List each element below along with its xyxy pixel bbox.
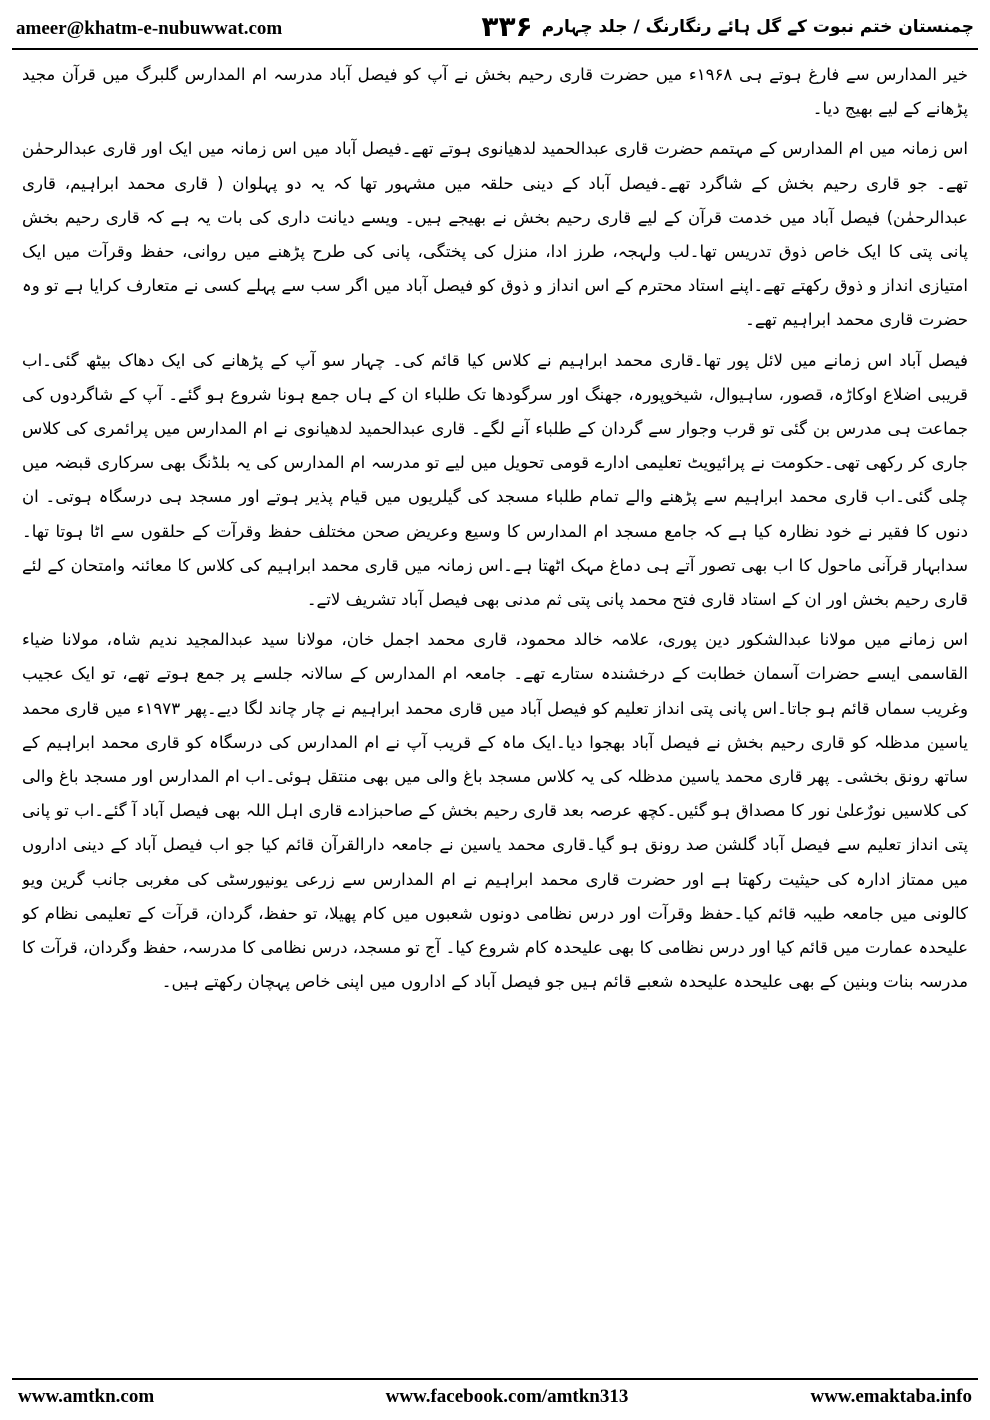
page-header (12, 8, 978, 46)
page-body (22, 58, 968, 1358)
paragraph-1: خیر المدارس سے فارغ ہوتے ہی ۱۹۶۸ء میں حضرت قاری رحیم بخش نے آپ کو فیصل آباد مدرسہ ام المدارس گلبرگ میں قرآن مجید پڑھانے کے لیے بھیج دیا۔ (22, 65, 968, 119)
footer-divider (12, 1378, 978, 1380)
book-title: چمنستان ختم نبوت کے گل ہائے رنگارنگ / جلد چہارم (541, 17, 974, 37)
footer-link-emaktaba[interactable]: www.emaktaba.info (810, 1386, 972, 1407)
paragraph-4: اس زمانے میں مولانا عبدالشکور دین پوری، علامہ خالد محمود، قاری محمد اجمل خان، مولانا سید عبدالمجید ندیم شاہ، مولانا ضیاء القاسمی ایسے حضرات آسمان خطابت کے درخشندہ ستارے تھے۔ جامعہ ام المدارس کے سالانہ جلسے پر جمع ہوتے تھے، تو ایک عجیب وغریب سماں قائم ہو جاتا۔اس پانی پتی انداز تعلیم کو فیصل آباد میں قاری محمد ابراہیم نے چار چاند لگا دیے۔پھر ۱۹۷۳ء میں قاری محمد یاسین مدظلہ کو قاری رحیم بخش نے فیصل آباد بھجوا دیا۔ایک ماہ کے قریب آپ نے ام المدارس کی درسگاہ کو قاری محمد ابراہیم کے ساتھ رونق بخشی۔ پھر قاری محمد یاسین مدظلہ کی یہ کلاس مسجد باغ والی میں بھی منتقل ہوئی۔اب ام المدارس اور مسجد باغ والی کی کلاسیں نورٌعلیٰ نور کا مصداق ہو گئیں۔کچھ عرصہ بعد قاری رحیم بخش کے صاحبزادے قاری اہل اللہ بھی فیصل آباد آ گئے۔اب تو پانی پتی انداز تعلیم سے فیصل آباد گلشن صد رونق ہو گیا۔قاری محمد یاسین نے جامعہ دارالقرآن قائم کیا جو اب فیصل آباد کے دینی اداروں میں ممتاز ادارہ کی حیثیت رکھتا ہے اور حضرت قاری محمد ابراہیم نے ام المدارس سے زرعی یونیورسٹی کی مغربی جانب گرین ویو کالونی میں جامعہ طیبہ قائم کیا۔حفظ وقرآت اور درس نظامی دونوں شعبوں میں کام پھیلا، تو حفظ، گردان، قرآت کے تعلیمی نظام کو علیحدہ عمارت میں قائم کیا اور درس نظامی کا بھی علیحدہ کام شروع کیا۔ آج تو مسجد، درس نظامی کا مدرسہ، حفظ وگردان، قرآت کا مدرسہ بنات وبنین کے بھی علیحدہ علیحدہ شعبے قائم ہیں جو فیصل آباد کے اداروں میں اپنی خاص پہچان رکھتے ہیں۔ (22, 630, 968, 992)
page-footer (12, 1386, 978, 1412)
page-number: ۳۳۶ (481, 10, 533, 43)
paragraph-3: فیصل آباد اس زمانے میں لائل پور تھا۔قاری محمد ابراہیم نے کلاس کیا قائم کی۔ چہار سو آپ کے پڑھانے کی ایک دھاک بیٹھ گئی۔اب قریبی اضلاع اوکاڑہ، قصور، ساہیوال، شیخوپورہ، جھنگ اور سرگودھا تک طلباء ان کے ہاں جمع ہونا شروع ہو گئے۔ آپ کے شاگردوں کی جماعت ہی مدرس بن گئی تو قرب وجوار سے گردان کے طلباء آنے لگے۔ قاری عبدالحمید لدھیانوی نے ام المدارس میں پرائمری کی کلاس جاری کر رکھی تھی۔حکومت نے پرائیویٹ تعلیمی ادارے قومی تحویل میں لیے تو مدرسہ ام المدارس کی یہ بلڈنگ بھی سرکاری قبضہ میں چلی گئی۔اب قاری محمد ابراہیم سے پڑھنے والے تمام طلباء مسجد کی گیلریوں میں قیام پذیر ہوتے اور مسجد ہی درسگاہ ہوتی۔ ان دنوں کا فقیر نے خود نظارہ کیا ہے کہ جامع مسجد ام المدارس کا وسیع وعریض صحن مختلف حفظ وقرآت کے حلقوں سے اٹا ہوتا تھا۔سدابہار قرآنی ماحول کا اب بھی تصور آتے ہی دماغ مہک اٹھتا ہے۔اس زمانہ میں قاری محمد ابراہیم کی کلاس کا معائنہ وامتحان کے لئے قاری رحیم بخش اور ان کے استاد قاری فتح محمد پانی پتی ثم مدنی بھی فیصل آباد تشریف لاتے۔ (22, 350, 968, 610)
paragraph-2: اس زمانہ میں ام المدارس کے مہتمم حضرت قاری عبدالحمید لدھیانوی ہوتے تھے۔فیصل آباد میں اس زمانہ میں ایک اور قاری عبدالرحمٰن تھے۔ جو قاری رحیم بخش کے شاگرد تھے۔فیصل آباد کے دینی حلقہ میں مشہور تھا کہ یہ دو پہلوان ( قاری محمد ابراہیم، قاری عبدالرحمٰن) فیصل آباد میں خدمت قرآن کے لیے قاری رحیم بخش نے بھیجے ہیں۔ ویسے دیانت داری کی بات یہ ہے کہ قاری رحیم بخش پانی پتی کا ایک خاص ذوق تدریس تھا۔لب ولہجہ، طرز ادا، منزل کی پختگی، پانی کی طرح پڑھنے میں روانی، حفظ وقرآت میں ایک امتیازی انداز و ذوق رکھتے تھے۔اپنے استاد محترم کے اس انداز و ذوق کو فیصل آباد میں اگر سب سے پہلے کسی نے متعارف کرایا ہے تو وہ حضرت قاری محمد ابراہیم تھے۔ (22, 139, 968, 330)
header-divider (12, 48, 978, 50)
footer-link-amtkn[interactable]: www.amtkn.com (18, 1386, 155, 1407)
footer-link-facebook[interactable]: www.facebook.com/amtkn313 (385, 1386, 629, 1407)
header-email: ameer@khatm-e-nubuwwat.com (16, 18, 283, 39)
